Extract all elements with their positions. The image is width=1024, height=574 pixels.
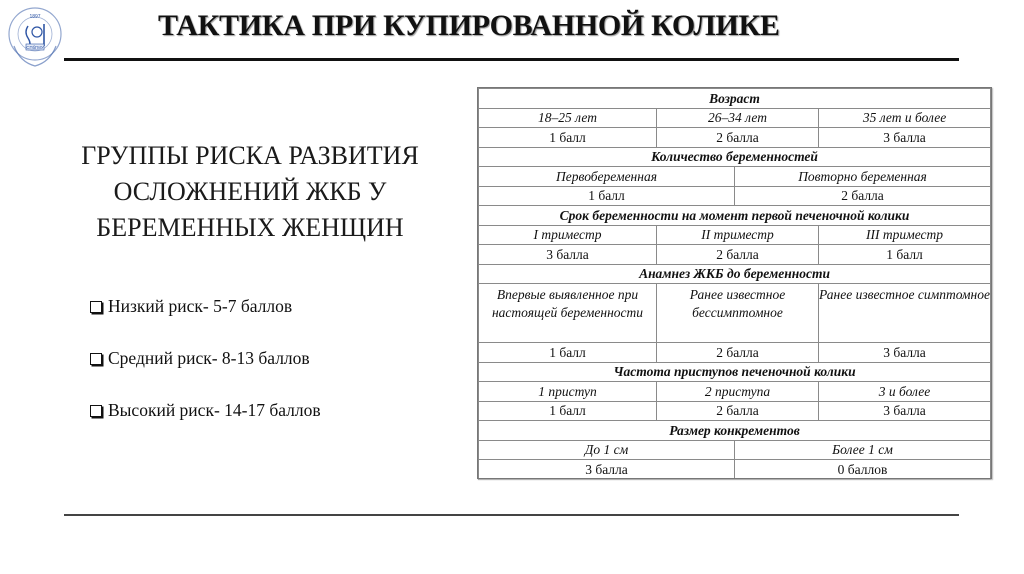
score-cell: 2 балла	[657, 245, 819, 265]
risk-label: Высокий риск- 14-17 баллов	[108, 399, 321, 420]
scores-row	[479, 128, 991, 148]
risk-item-low	[90, 296, 321, 316]
scores-row	[479, 401, 991, 421]
options-row	[479, 225, 991, 245]
section-header-history: Анамнез ЖКБ до беременности	[479, 264, 991, 284]
section-header-pregnancies: Количество беременностей	[479, 147, 991, 167]
score-cell: 0 баллов	[735, 460, 991, 480]
option-cell: Более 1 см	[735, 440, 991, 460]
score-cell: 3 балла	[479, 245, 657, 265]
section-header-row	[479, 206, 991, 226]
options-row	[479, 284, 991, 343]
option-cell: I триместр	[479, 225, 657, 245]
score-cell: 1 балл	[479, 343, 657, 363]
risk-item-high	[90, 400, 321, 420]
score-cell: 1 балл	[479, 186, 735, 206]
risk-scoring-table	[478, 88, 991, 480]
scores-row	[479, 186, 991, 206]
checkbox-bullet-icon	[90, 405, 102, 417]
score-cell: 2 балла	[735, 186, 991, 206]
section-header-age: Возраст	[479, 89, 991, 109]
section-header-row	[479, 421, 991, 441]
score-cell: 1 балл	[479, 128, 657, 148]
subtitle-line: ГРУППЫ РИСКА РАЗВИТИЯ	[81, 141, 419, 170]
risk-label: Средний риск- 8-13 баллов	[108, 347, 310, 368]
subtitle-line: БЕРЕМЕННЫХ ЖЕНЩИН	[96, 213, 404, 242]
option-cell: Ранее известное бессимптомное	[657, 284, 819, 343]
scores-row	[479, 245, 991, 265]
score-cell: 3 балла	[479, 460, 735, 480]
options-row	[479, 108, 991, 128]
svg-text:СПбГМУ: СПбГМУ	[26, 45, 44, 50]
option-cell: Повторно беременная	[735, 167, 991, 187]
risk-group-list	[90, 296, 321, 452]
option-cell: 2 приступа	[657, 382, 819, 402]
score-cell: 3 балла	[819, 128, 991, 148]
section-header-frequency: Частота приступов печеночной колики	[479, 362, 991, 382]
option-cell: III триместр	[819, 225, 991, 245]
section-header-term: Срок беременности на момент первой печеночной колики	[479, 206, 991, 226]
option-cell: 26–34 лет	[657, 108, 819, 128]
risk-label: Низкий риск- 5-7 баллов	[108, 295, 293, 316]
score-cell: 1 балл	[479, 401, 657, 421]
option-cell: II триместр	[657, 225, 819, 245]
checkbox-bullet-icon	[90, 301, 102, 313]
university-seal-icon	[6, 4, 64, 76]
slide-title: ТАКТИКА ПРИ КУПИРОВАННОЙ КОЛИКЕ	[158, 9, 780, 42]
risk-item-medium	[90, 348, 321, 368]
options-row	[479, 167, 991, 187]
score-cell: 3 балла	[819, 343, 991, 363]
option-cell: Впервые выявленное при настоящей беременности	[479, 284, 657, 343]
option-cell: До 1 см	[479, 440, 735, 460]
checkbox-bullet-icon	[90, 353, 102, 365]
section-header-row	[479, 264, 991, 284]
scores-row	[479, 460, 991, 480]
score-cell: 1 балл	[819, 245, 991, 265]
svg-text:1897: 1897	[29, 14, 41, 20]
subtitle-line: ОСЛОЖНЕНИЙ ЖКБ У	[113, 177, 387, 206]
option-cell: Ранее известное симптомное	[819, 284, 991, 343]
score-cell: 2 балла	[657, 401, 819, 421]
scores-row	[479, 343, 991, 363]
option-cell: Первобеременная	[479, 167, 735, 187]
options-row	[479, 382, 991, 402]
score-cell: 2 балла	[657, 343, 819, 363]
score-cell: 3 балла	[819, 401, 991, 421]
university-logo	[6, 4, 64, 76]
title-divider	[64, 58, 959, 61]
option-cell: 18–25 лет	[479, 108, 657, 128]
section-header-stone-size: Размер конкрементов	[479, 421, 991, 441]
option-cell: 35 лет и более	[819, 108, 991, 128]
slide-subtitle	[40, 138, 460, 246]
section-header-row	[479, 147, 991, 167]
option-cell: 3 и более	[819, 382, 991, 402]
section-header-row	[479, 362, 991, 382]
score-cell: 2 балла	[657, 128, 819, 148]
footer-divider	[64, 514, 959, 516]
option-cell: 1 приступ	[479, 382, 657, 402]
section-header-row	[479, 89, 991, 109]
options-row	[479, 440, 991, 460]
